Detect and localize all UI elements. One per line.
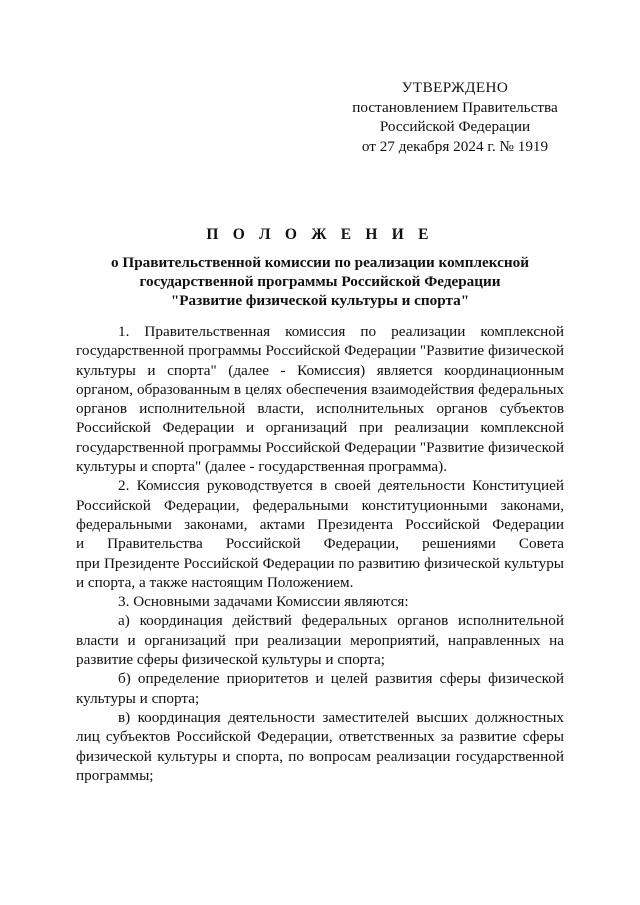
body-text-line: органом, образованным в целях обеспечения взаимодействия федеральных bbox=[76, 380, 564, 398]
approval-stamp: УТВЕРЖДЕНО bbox=[401, 79, 509, 96]
body-text-line: органов исполнительной власти, исполнительных органов субъектов bbox=[76, 400, 564, 418]
body-text-line: государственной программы Российской Федерации "Развитие физической bbox=[76, 438, 564, 456]
body-text-line: и Правительства Российской Федерации, решениями Совета bbox=[76, 535, 564, 553]
document-subtitle-line-2: государственной программы Российской Федерации bbox=[139, 273, 501, 290]
body-text-line: б) определение приоритетов и целей развития сферы физической bbox=[118, 670, 564, 688]
approval-block bbox=[340, 78, 570, 156]
approval-line-3: от 27 декабря 2024 г. № 1919 bbox=[361, 137, 549, 155]
body-text-line: 1. Правительственная комиссия по реализации комплексной bbox=[118, 323, 564, 340]
body-text-line: государственной программы Российской Федерации "Развитие физической bbox=[76, 342, 564, 360]
body-text-line: культуры и спорта" (далее - государственная программа). bbox=[76, 458, 447, 476]
title-block bbox=[60, 226, 580, 310]
body-text-line: 2. Комиссия руководствуется в своей деятельности Конституцией bbox=[118, 477, 564, 495]
document-subtitle-line-1: о Правительственной комиссии по реализации комплексной bbox=[111, 254, 529, 271]
approval-line-1: постановлением Правительства bbox=[352, 98, 558, 116]
body-text-line: в) координация деятельности заместителей высших должностных bbox=[118, 708, 564, 726]
body-text-line: физической культуры и спорта, по вопросам реализации государственной bbox=[76, 747, 564, 765]
body-text-line: при Президенте Российской Федерации по развитию физической культуры bbox=[76, 554, 564, 572]
document-subtitle-line-3: "Развитие физической культуры и спорта" bbox=[170, 292, 470, 309]
body-text-line: культуры и спорта; bbox=[76, 689, 200, 707]
body-text-line: программы; bbox=[76, 766, 154, 784]
document-body bbox=[76, 322, 564, 785]
body-text-line: Российской Федерации и организаций при реализации комплексной bbox=[76, 419, 564, 437]
body-text-line: власти и организаций при реализации мероприятий, направленных на bbox=[76, 631, 564, 649]
body-text-line: культуры и спорта" (далее - Комиссия) является координационным bbox=[76, 361, 564, 379]
body-text-line: развитие сферы физической культуры и спорта; bbox=[76, 651, 385, 669]
body-text-line: 3. Основными задачами Комиссии являются: bbox=[118, 593, 409, 611]
body-text-line: а) координация действий федеральных органов исполнительной bbox=[118, 612, 564, 630]
body-text-line: федеральными законами, актами Президента Российской Федерации bbox=[76, 515, 564, 533]
body-text-line: и спорта, а также настоящим Положением. bbox=[76, 573, 354, 591]
body-text-line: лиц субъектов Российской Федерации, ответственных за развитие сферы bbox=[76, 728, 564, 746]
body-text-line: Российской Федерации, федеральными конституционными законами, bbox=[76, 496, 564, 514]
document-title: П О Л О Ж Е Н И Е bbox=[206, 226, 434, 243]
approval-line-2: Российской Федерации bbox=[379, 118, 531, 135]
